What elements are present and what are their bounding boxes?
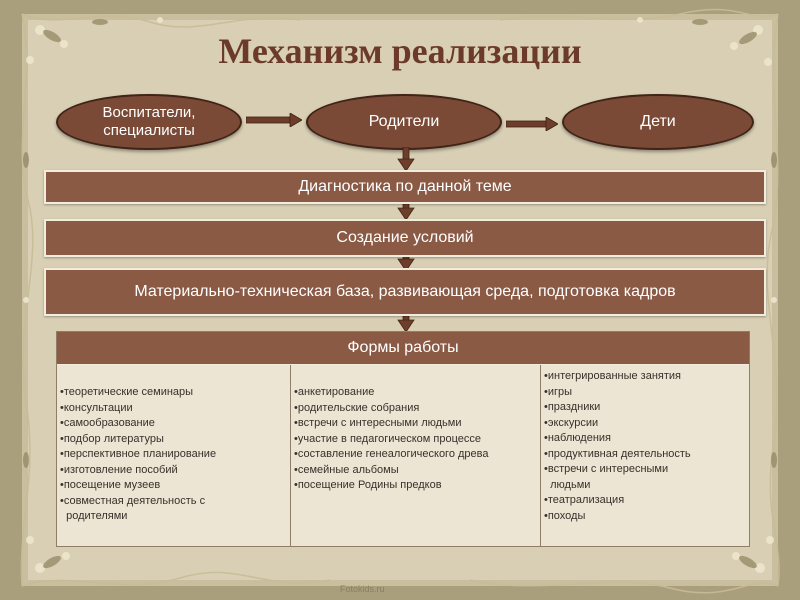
list-item: •самообразование (60, 417, 155, 429)
arrow-educators-to-parents (246, 113, 302, 127)
list-item: •консультации (60, 401, 133, 414)
forms-table (56, 331, 750, 547)
arrow-parents-to-children (506, 117, 558, 131)
list-item: •встречи с интересными людьми (294, 417, 462, 429)
step-conditions (44, 219, 766, 257)
list-item: •театрализация (544, 494, 625, 506)
node-educators-line1: Воспитатели, (102, 104, 196, 121)
forms-table-header-label: Формы работы (347, 339, 459, 356)
list-item: •посещение Родины предков (294, 479, 442, 491)
step-material-base (44, 268, 766, 316)
node-parents-label: Родители (368, 113, 440, 130)
list-item: •изготовление пособий (60, 463, 178, 476)
step-material-base-label: Материально-техническая база, развивающая среда, подготовка кадров (134, 283, 676, 300)
list-item: родителями (60, 510, 128, 522)
page-title: Механизм реализации (218, 31, 582, 71)
list-item: •игры (544, 385, 573, 398)
node-educators (56, 94, 242, 150)
list-item: •составление генеалогического древа (294, 448, 489, 460)
footer-watermark: Fotokids.ru (340, 584, 385, 594)
arrow-down-1 (396, 147, 416, 171)
node-children (562, 94, 754, 150)
step-conditions-label: Создание условий (336, 229, 474, 246)
forms-column-parents (291, 365, 541, 546)
step-diagnostics-label: Диагностика по данной теме (298, 178, 512, 195)
list-item: •совместная деятельность с (60, 494, 206, 507)
node-parents (306, 94, 502, 150)
list-item: •участие в педагогическом процессе (294, 432, 481, 445)
list-item: •наблюдения (544, 432, 611, 444)
list-item: •родительские собрания (294, 401, 420, 414)
list-item: людьми (544, 478, 591, 491)
step-diagnostics (44, 170, 766, 204)
node-children-label: Дети (640, 113, 676, 130)
list-item: •перспективное планирование (60, 448, 217, 460)
list-item: •подбор литературы (60, 432, 164, 445)
list-item: •встречи с интересными (544, 463, 669, 475)
list-item: •семейные альбомы (294, 463, 399, 476)
list-item: •продуктивная деятельность (544, 447, 691, 460)
forms-column-educators (57, 365, 291, 546)
list-item: •праздники (544, 401, 601, 413)
list-item: •анкетирование (294, 386, 375, 398)
node-educators-line2: специалисты (103, 122, 195, 139)
list-item: •походы (544, 509, 586, 522)
list-item: •интегрированные занятия (544, 370, 682, 382)
list-item: •теоретические семинары (60, 386, 194, 398)
forms-column-children (541, 365, 749, 546)
list-item: •посещение музеев (60, 479, 161, 491)
forms-table-header (57, 332, 749, 365)
list-item: •экскурсии (544, 416, 599, 429)
forms-table-body (57, 365, 749, 546)
